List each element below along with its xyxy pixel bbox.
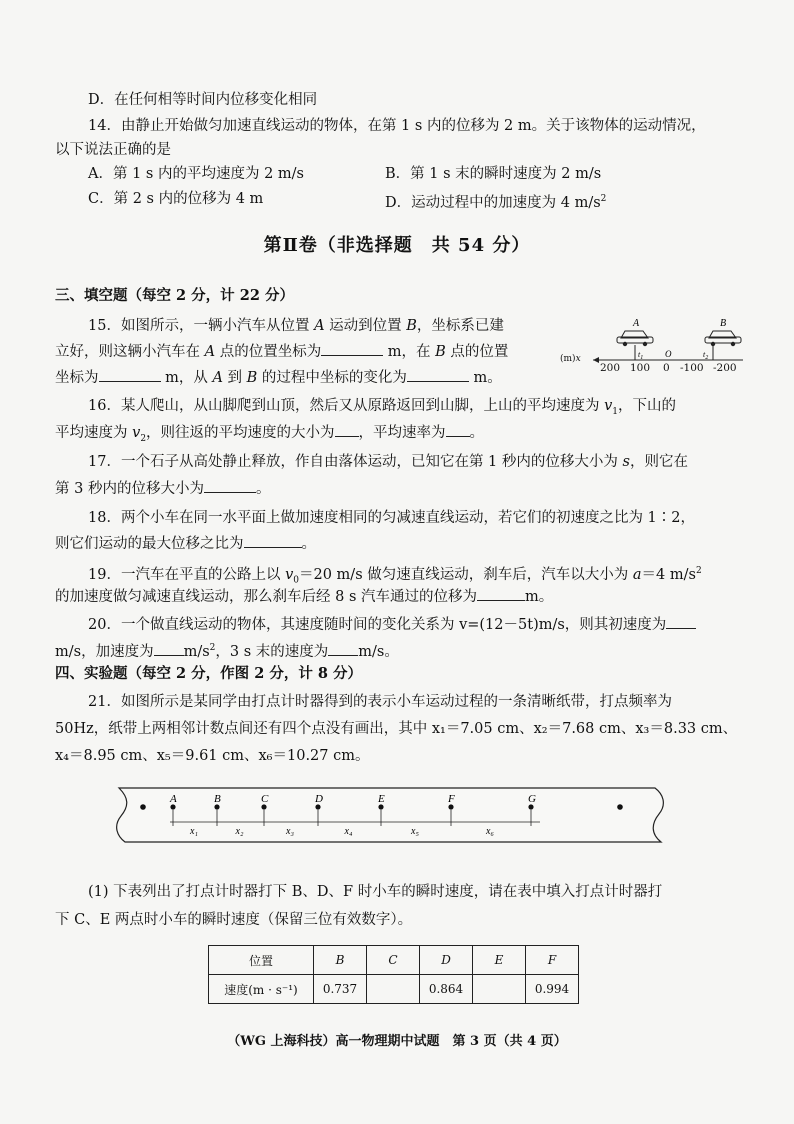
q19-line1: 19．一汽车在平直的公路上以 $v_0=20$ m/s 做匀速直线运动，刹车后，汽车以大小为 a＝4 $m/s^2$ bbox=[88, 566, 702, 586]
q17-line1: 17．一个石子从高处静止释放，作自由落体运动，已知它在第 1 秒内的位移大小为 s，则它在 bbox=[88, 454, 688, 470]
answer-blank[interactable] bbox=[321, 341, 383, 356]
tape-dot bbox=[617, 804, 623, 810]
table-cell-b: 0.737 bbox=[314, 975, 367, 1004]
section3-heading: 三、填空题（每空 2 分，计 22 分） bbox=[55, 287, 294, 304]
table-cell-d: 0.864 bbox=[420, 975, 473, 1004]
q20-line1: 20．一个做直线运动的物体，其速度随时间的变化关系为 v=(12－5t)m/s，则其初速度为 bbox=[88, 614, 696, 635]
tape-segment-label: x₂ bbox=[235, 826, 244, 837]
answer-blank[interactable] bbox=[328, 641, 358, 656]
tape-point-C bbox=[261, 804, 266, 809]
table-header-cell: B bbox=[314, 946, 367, 975]
part2-title: 第Ⅱ卷（非选择题 共 54 分） bbox=[263, 235, 531, 256]
t1-label: $t_1$ bbox=[638, 350, 644, 361]
answer-blank[interactable] bbox=[335, 422, 359, 437]
axis-tick-minus-200: -200 bbox=[713, 362, 737, 374]
q14-stem-line1: 14．由静止开始做匀加速直线运动的物体，在第 1 s 内的位移为 2 m。关于该物体的运动情况， bbox=[88, 118, 706, 134]
tape-outline bbox=[117, 788, 664, 842]
table-header-cell: D bbox=[420, 946, 473, 975]
tape-point-label: D bbox=[315, 793, 323, 805]
q21-line2: 50Hz，纸带上两相邻计数点间还有四个点没有画出，其中 x₁＝7.05 cm、x₂＝7.68 cm、x₃＝8.33 cm、 bbox=[55, 721, 738, 737]
tape-point-G bbox=[528, 804, 533, 809]
q21-sub1-line2: 下 C、E 两点时小车的瞬时速度（保留三位有效数字）。 bbox=[55, 912, 413, 928]
q16-line2: 平均速度为 $v_2$，则往返的平均速度的大小为 ，平均速率为 。 bbox=[55, 422, 484, 449]
table-header-cell: 位置 bbox=[209, 946, 314, 975]
tape-point-A bbox=[170, 804, 175, 809]
q15-line3: 坐标为 m，从 A 到 B 的过程中坐标的变化为 m。 bbox=[55, 367, 502, 388]
axis-tick-100: 100 bbox=[630, 362, 651, 374]
origin-label: O bbox=[665, 349, 672, 359]
tape-point-label: E bbox=[378, 793, 385, 805]
car-b-label: B bbox=[720, 318, 727, 329]
table-header-row bbox=[209, 946, 579, 975]
axis-arrow-icon bbox=[593, 357, 599, 363]
q14-stem-line2: 以下说法正确的是 bbox=[55, 142, 171, 158]
q21-line1: 21．如图所示是某同学由打点计时器得到的表示小车运动过程的一条清晰纸带，打点频率为 bbox=[88, 694, 672, 710]
car-a-icon bbox=[617, 331, 653, 346]
answer-blank[interactable] bbox=[154, 641, 184, 656]
q16-line1: 16．某人爬山，从山脚爬到山顶，然后又从原路返回到山脚，上山的平均速度为 $v_1$，下山的 bbox=[88, 398, 676, 417]
paper-tape-figure bbox=[115, 782, 667, 848]
car-a-label: A bbox=[633, 318, 640, 329]
tape-point-label: A bbox=[170, 793, 177, 805]
axis-tick-200: 200 bbox=[600, 362, 621, 374]
answer-blank[interactable] bbox=[666, 614, 696, 629]
q15-line1: 15．如图所示，一辆小汽车从位置 A 运动到位置 B，坐标系已建 bbox=[88, 318, 504, 334]
tape-segment-label: x₆ bbox=[486, 826, 494, 837]
tape-segment-label: x₄ bbox=[344, 826, 353, 837]
q19-line2: 的加速度做匀减速直线运动，那么刹车后经 8 s 汽车通过的位移为 m。 bbox=[55, 586, 553, 607]
q14-option-c: C．第 2 s 内的位移为 4 m bbox=[88, 191, 264, 207]
tape-segment-label: x₅ bbox=[411, 826, 419, 837]
q18-line1: 18．两个小车在同一水平面上做加速度相同的匀减速直线运动，若它们的初速度之比为 1∶2， bbox=[88, 510, 696, 526]
table-header-cell: C bbox=[367, 946, 420, 975]
q18-line2: 则它们运动的最大位移之比为 。 bbox=[55, 533, 316, 554]
q21-line3: x₄＝8.95 cm、x₅＝9.61 cm、x₆＝10.27 cm。 bbox=[55, 748, 370, 764]
tape-point-label: F bbox=[448, 793, 455, 805]
q14-option-a: A．第 1 s 内的平均速度为 2 m/s bbox=[88, 166, 304, 182]
table-header-cell: F bbox=[526, 946, 579, 975]
car-b-icon bbox=[705, 331, 741, 346]
tape-point-F bbox=[448, 804, 453, 809]
tape-segment-label: x₃ bbox=[286, 826, 294, 837]
answer-blank[interactable] bbox=[204, 478, 256, 493]
table-row-label: 速度(m · s⁻¹) bbox=[209, 975, 314, 1004]
q14-option-d: D．运动过程中的加速度为 4 $m/s^2$ bbox=[385, 194, 607, 211]
table-cell-f: 0.994 bbox=[526, 975, 579, 1004]
velocity-table bbox=[208, 945, 579, 1004]
tape-point-E bbox=[378, 804, 383, 809]
table-row bbox=[209, 975, 579, 1004]
tape-point-label: B bbox=[214, 793, 221, 805]
answer-blank[interactable] bbox=[446, 422, 470, 437]
answer-blank[interactable] bbox=[407, 367, 469, 382]
tape-point-B bbox=[214, 804, 219, 809]
section4-heading: 四、实验题（每空 2 分，作图 2 分，计 8 分） bbox=[55, 665, 363, 682]
tape-point-label: G bbox=[528, 793, 536, 805]
answer-blank[interactable] bbox=[99, 367, 161, 382]
tape-point-D bbox=[315, 804, 320, 809]
q21-sub1-line1: (1) 下表列出了打点计时器打下 B、D、F 时小车的瞬时速度，请在表中填入打点计时器打 bbox=[88, 884, 663, 900]
axis-tick-0: 0 bbox=[663, 362, 670, 374]
q14-option-b: B．第 1 s 末的瞬时速度为 2 m/s bbox=[385, 166, 602, 182]
axis-unit-label: (m)x bbox=[560, 354, 581, 364]
answer-blank[interactable] bbox=[244, 533, 302, 548]
q17-line2: 第 3 秒内的位移大小为 。 bbox=[55, 478, 270, 499]
axis-tick-minus-100: -100 bbox=[680, 362, 704, 374]
page-footer: （WG 上海科技）高一物理期中试题 第 3 页（共 4 页） bbox=[227, 1034, 567, 1049]
table-cell-e[interactable] bbox=[473, 975, 526, 1004]
q20-line2: m/s，加速度为 $m/s^2$，3 s 末的速度为 m/s。 bbox=[55, 638, 399, 662]
t2-label: $t_2$ bbox=[703, 350, 709, 361]
q15-line2: 立好，则这辆小汽车在 A 点的位置坐标为 m，在 B 点的位置 bbox=[55, 341, 508, 362]
table-cell-c[interactable] bbox=[367, 975, 420, 1004]
tape-point-label: C bbox=[261, 793, 269, 805]
tape-dot bbox=[140, 804, 146, 810]
q13-option-d: D．在任何相等时间内位移变化相同 bbox=[88, 92, 318, 108]
tape-segment-label: x₁ bbox=[190, 826, 198, 837]
answer-blank[interactable] bbox=[477, 586, 525, 601]
table-header-cell: E bbox=[473, 946, 526, 975]
